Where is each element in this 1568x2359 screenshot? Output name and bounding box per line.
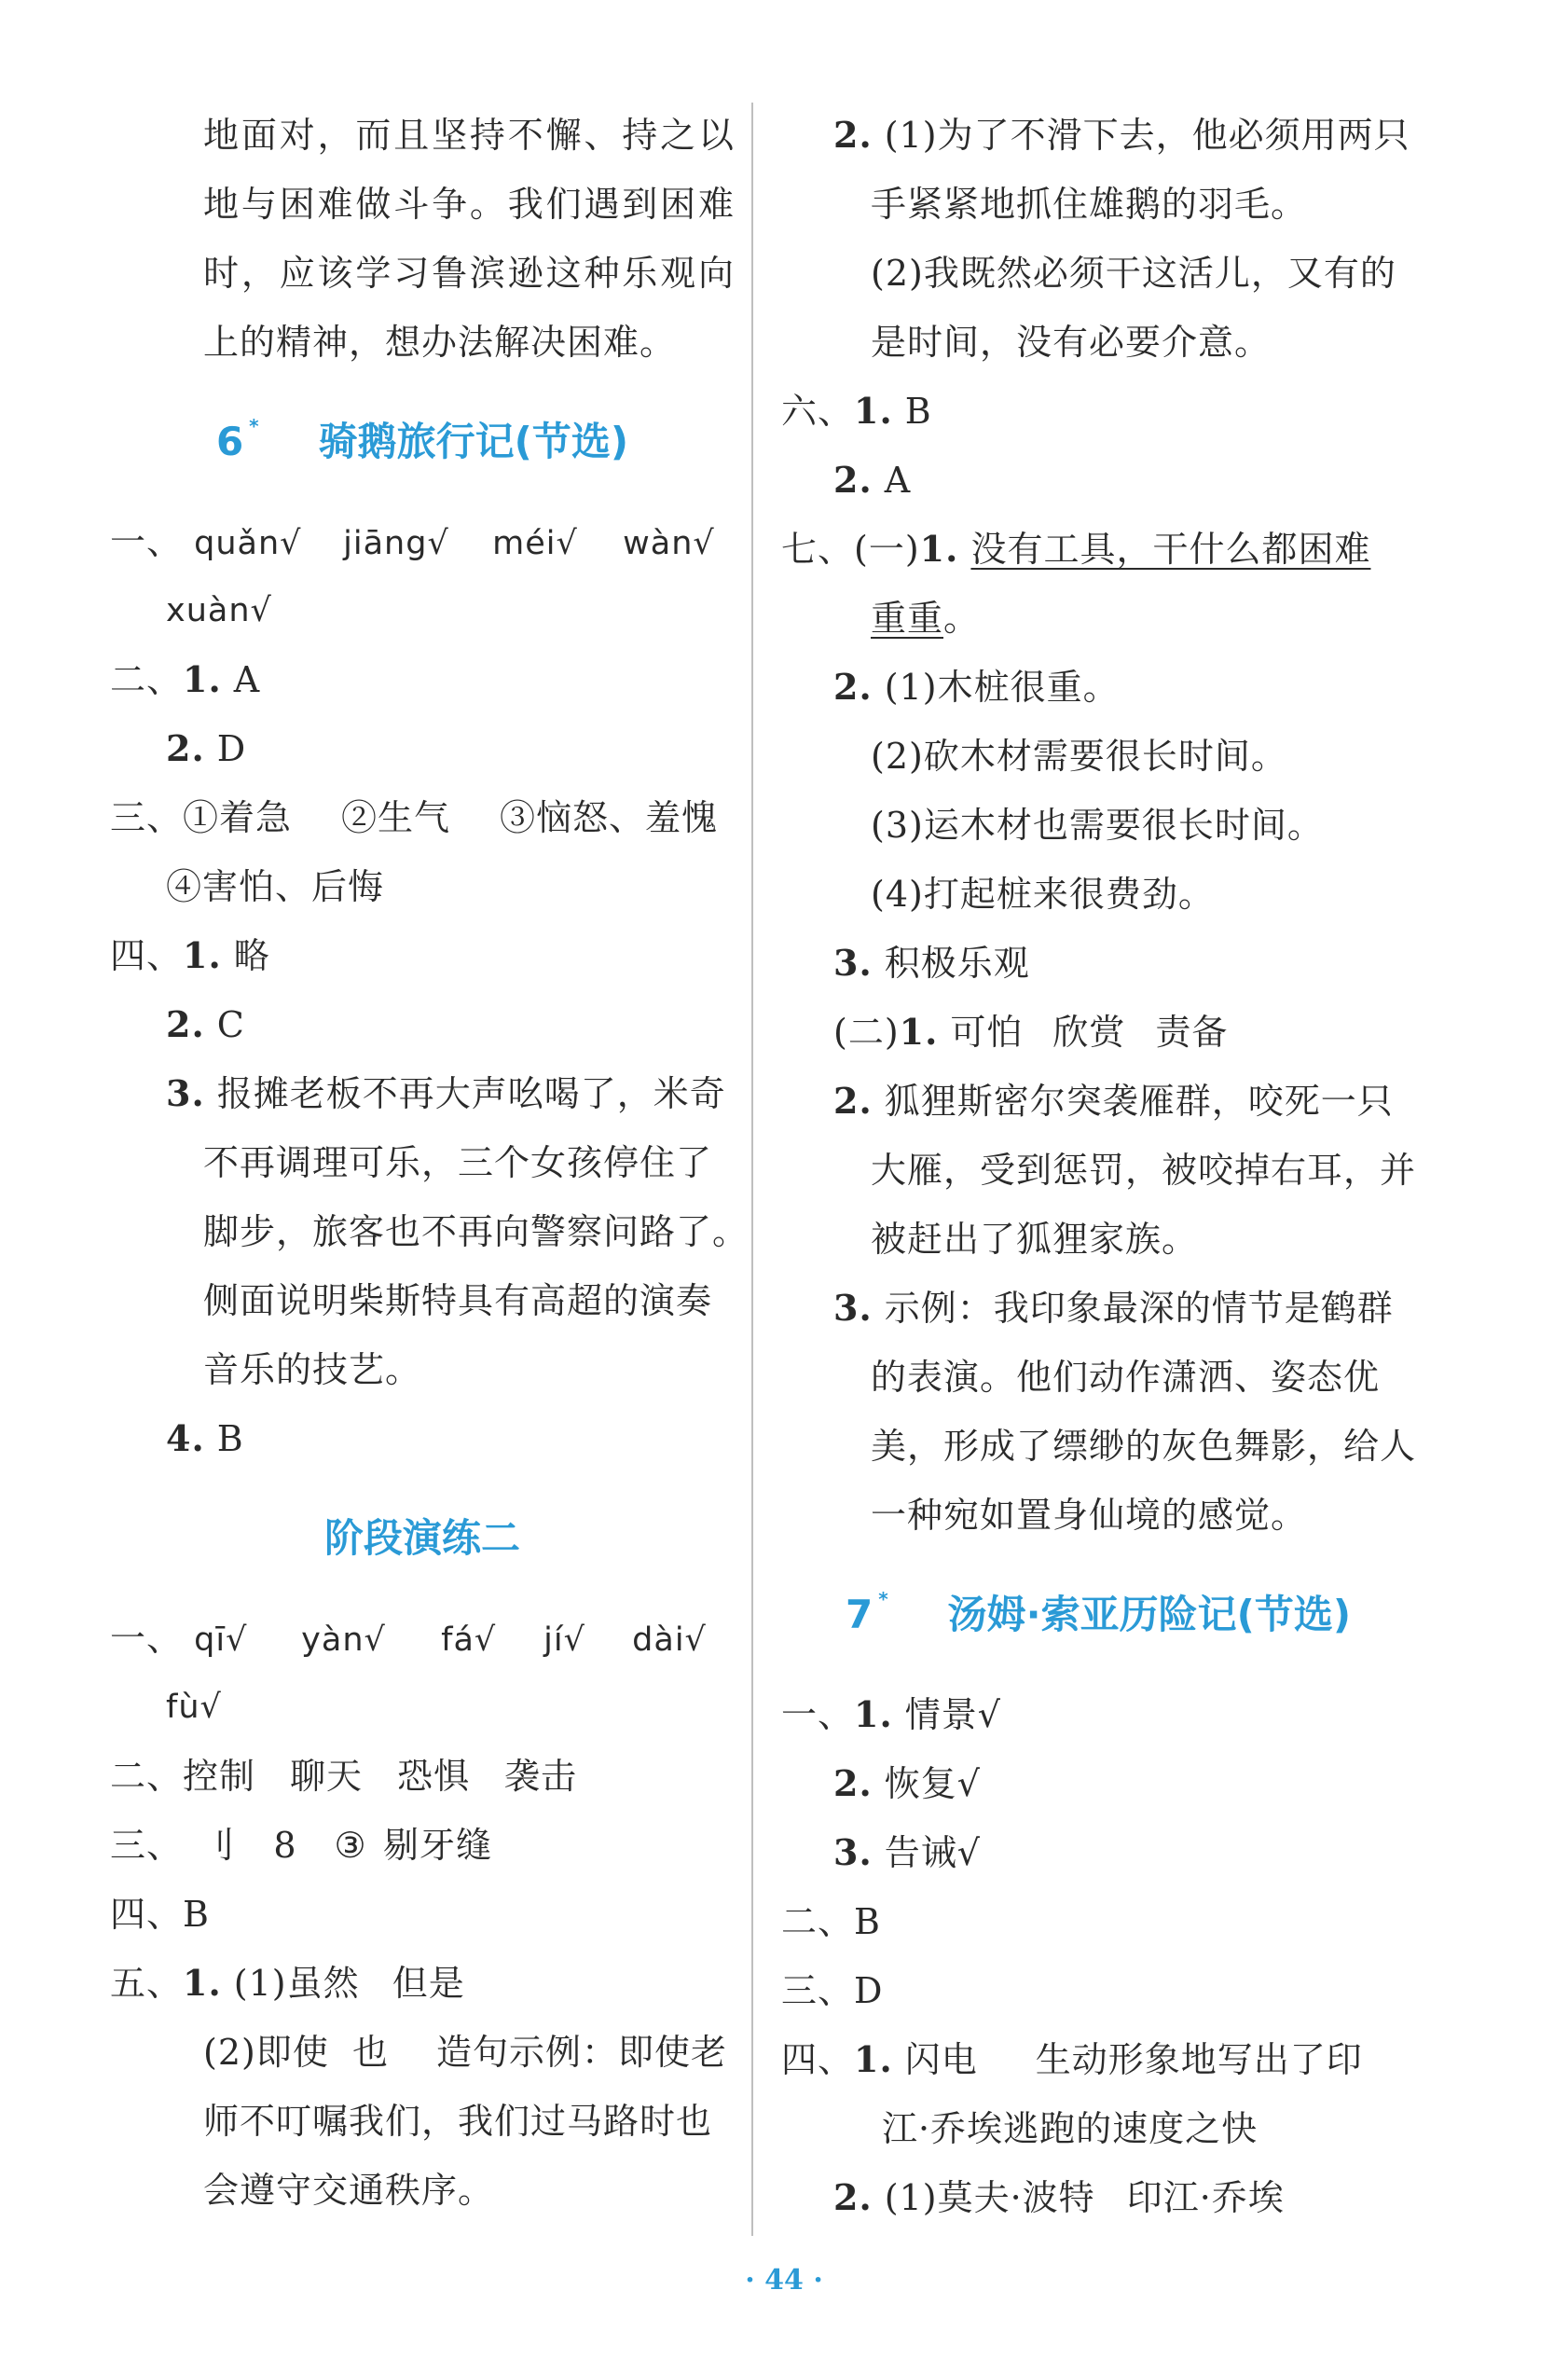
r-5-2-line-1: 2. (1)为了不滑下去，他必须用两只 xyxy=(833,114,1410,156)
l7-section-1-2: 2. 恢复√ xyxy=(833,1762,981,1804)
intro-line-1: 地面对，而且坚持不懈、持之以 xyxy=(203,115,735,156)
r-section-7-1-cont: 重重。 xyxy=(871,598,981,639)
r-section-7-2-2: (2)砍木材需要很长时间。 xyxy=(871,736,1287,777)
l6-section-3: 三、①着急 ②生气 ③恼怒、羞愧 xyxy=(110,797,719,838)
stage2-section-1-cont: fù√ xyxy=(166,1689,222,1726)
l6-section-4-3-l4: 侧面说明柴斯特具有高超的演奏 xyxy=(203,1280,713,1321)
l6-section-4-1: 四、1. 略 xyxy=(110,934,270,976)
r-section-7-g2-2-l2: 大雁，受到惩罚，被咬掉右耳，并 xyxy=(871,1150,1417,1191)
l7-section-4-1-cont: 江·乔埃逃跑的速度之快 xyxy=(882,2108,1259,2149)
l7-section-3: 三、D xyxy=(781,1970,884,2011)
intro-line-3: 时，应该学习鲁滨逊这种乐观向 xyxy=(203,253,735,294)
stage2-section-5-1: 五、1. (1)虽然 但是 xyxy=(110,1962,465,2004)
l6-section-1-cont: xuàn√ xyxy=(166,592,272,629)
r-section-7-2-1: 2. (1)木桩很重。 xyxy=(833,666,1120,708)
r-section-7-g2-3: 3. 示例：我印象最深的情节是鹤群 xyxy=(833,1287,1394,1329)
r-section-7-g2-2-l3: 被赶出了狐狸家族。 xyxy=(871,1219,1199,1260)
stage2-section-1: 一、 qī√ yàn√ fá√ jí√ dài√ xyxy=(110,1618,707,1659)
l6-section-4-3-l5: 音乐的技艺。 xyxy=(203,1349,422,1390)
r-section-7-g2-2: 2. 狐狸斯密尔突袭雁群，咬死一只 xyxy=(833,1080,1394,1122)
l6-section-3-cont: ④害怕、后悔 xyxy=(166,866,385,907)
l6-section-4-4: 4. B xyxy=(166,1417,244,1459)
r-section-6-1: 六、1. B xyxy=(781,390,932,432)
l7-section-4-1: 四、1. 闪电 生动形象地写出了印 xyxy=(781,2038,1363,2080)
stage2-section-3: 三、 刂 8 ③ 剔牙缝 xyxy=(110,1825,493,1866)
stage-2-title: 阶段演练二 xyxy=(323,1515,520,1561)
l6-section-1: 一、 quǎn√ jiāng√ méi√ wàn√ xyxy=(110,521,715,562)
r-section-7-g2-1: (二)1. 可怕 欣赏 责备 xyxy=(833,1011,1229,1053)
intro-line-2: 地与困难做斗争。我们遇到困难 xyxy=(203,184,735,225)
right-column xyxy=(781,101,1415,2232)
left-column xyxy=(110,101,750,2225)
l6-section-4-3-l2: 不再调理可乐，三个女孩停住了 xyxy=(203,1142,713,1183)
stage2-section-2: 二、控制 聊天 恐惧 袭击 xyxy=(110,1756,578,1797)
l7-section-1-1: 一、1. 情景√ xyxy=(781,1693,1001,1735)
l6-section-4-3-l3: 脚步，旅客也不再向警察问路了。 xyxy=(203,1211,750,1252)
r-section-7-g2-3-l4: 一种宛如置身仙境的感觉。 xyxy=(871,1495,1308,1536)
r-section-7-2-3: (3)运木材也需要很长时间。 xyxy=(871,805,1324,846)
r-section-7-2-4: (4)打起桩来很费劲。 xyxy=(871,874,1215,915)
page-number: · 44 · xyxy=(745,2264,823,2297)
r-5-2-line-2: 手紧紧地抓住雄鹅的羽毛。 xyxy=(871,184,1308,225)
l6-section-4-2: 2. C xyxy=(166,1003,245,1045)
l6-section-2-2: 2. D xyxy=(166,727,247,769)
r-5-2-line-3: (2)我既然必须干这活儿，又有的 xyxy=(871,253,1396,294)
l7-section-2: 二、B xyxy=(781,1901,881,1942)
stage2-section-5-1-4: 会遵守交通秩序。 xyxy=(203,2170,495,2211)
l6-section-2-1: 二、1. A xyxy=(110,658,261,700)
lesson-6-title: 6 * 骑鹅旅行记(节选) xyxy=(215,415,629,464)
l7-section-1-3: 3. 告诫√ xyxy=(833,1831,981,1873)
stage2-section-5-1-2: (2)即使 也 造句示例：即使老 xyxy=(203,2032,728,2073)
r-section-6-2: 2. A xyxy=(833,459,912,501)
r-section-7-g2-3-l3: 美，形成了缥缈的灰色舞影，给人 xyxy=(871,1426,1417,1467)
r-section-7-1: 七、(一)1. 没有工具，干什么都困难 xyxy=(781,528,1371,570)
lesson-7-title: 7 * 汤姆·索亚历险记(节选) xyxy=(845,1588,1352,1637)
l7-section-4-2: 2. (1)莫夫·波特 印江·乔埃 xyxy=(833,2176,1285,2218)
stage2-section-5-1-3: 师不叮嘱我们，我们过马路时也 xyxy=(203,2101,713,2142)
r-5-2-line-4: 是时间，没有必要介意。 xyxy=(871,322,1272,363)
r-section-7-g2-3-l2: 的表演。他们动作潇洒、姿态优 xyxy=(871,1357,1381,1398)
intro-line-4: 上的精神，想办法解决困难。 xyxy=(203,322,677,363)
stage2-section-4: 四、B xyxy=(110,1894,210,1935)
l6-section-4-3: 3. 报摊老板不再大声吆喝了，米奇 xyxy=(166,1072,726,1114)
column-divider xyxy=(751,103,753,2236)
r-section-7-3: 3. 积极乐观 xyxy=(833,942,1030,984)
